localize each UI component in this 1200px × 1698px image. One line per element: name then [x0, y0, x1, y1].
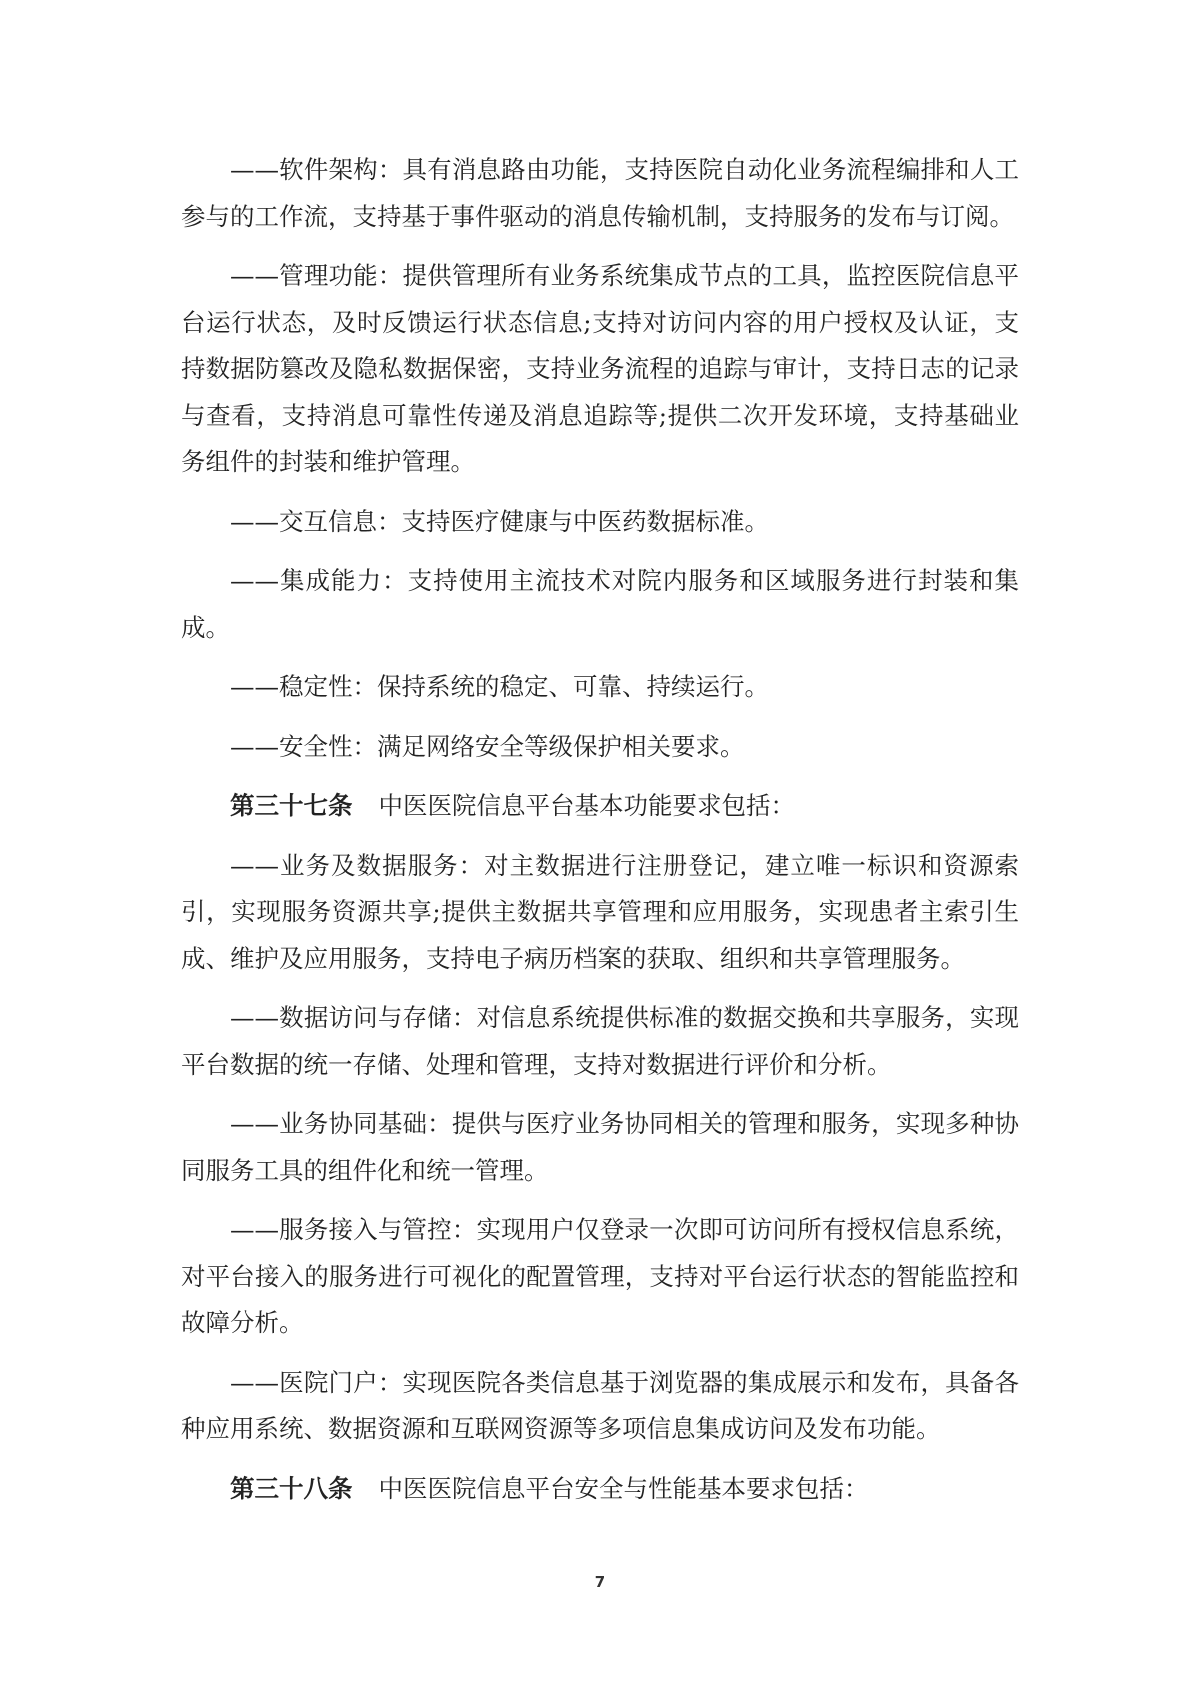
paragraph-interaction-info: ——交互信息：支持医疗健康与中医药数据标准。 [230, 506, 769, 536]
paragraph-integration-capability: ——集成能力：支持使用主流技术对院内服务和区域服务进行封装和集成。 [181, 566, 1019, 642]
paragraph-business-data-service: ——业务及数据服务：对主数据进行注册登记，建立唯一标识和资源索引，实现服务资源共享;提供主数据共享管理和应用服务，实现患者主索引生成、维护及应用服务，支持电子病历档案的获取、组织和共享管理服务。 [181, 850, 1019, 973]
page-number: 7 [594, 1573, 606, 1591]
paragraph-security: ——安全性：满足网络安全等级保护相关要求。 [230, 731, 745, 761]
document-body [181, 147, 1019, 1525]
paragraph-data-access-storage: ——数据访问与存储：对信息系统提供标准的数据交换和共享服务，实现平台数据的统一存储、处理和管理，支持对数据进行评价和分析。 [181, 1003, 1019, 1079]
article-38 [181, 1466, 1019, 1513]
paragraph-software-architecture: ——软件架构：具有消息路由功能，支持医院自动化业务流程编排和人工参与的工作流，支持基于事件驱动的消息传输机制，支持服务的发布与订阅。 [181, 155, 1019, 231]
article-number: 第三十七条 [230, 791, 353, 820]
paragraph-hospital-portal: ——医院门户：实现医院各类信息基于浏览器的集成展示和发布，具备各种应用系统、数据资源和互联网资源等多项信息集成访问及发布功能。 [181, 1367, 1019, 1443]
paragraph-business-collaboration: ——业务协同基础：提供与医疗业务协同相关的管理和服务，实现多种协同服务工具的组件化和统一管理。 [181, 1109, 1019, 1185]
paragraph-stability: ——稳定性：保持系统的稳定、可靠、持续运行。 [230, 672, 769, 701]
article-37 [181, 783, 1019, 830]
article-text: 中医医院信息平台基本功能要求包括： [378, 791, 795, 820]
article-text: 中医医院信息平台安全与性能基本要求包括： [378, 1473, 869, 1503]
paragraph-management-functions: ——管理功能：提供管理所有业务系统集成节点的工具，监控医院信息平台运行状态，及时反馈运行状态信息;支持对访问内容的用户授权及认证，支持数据防篡改及隐私数据保密，支持业务流程的追踪与审计，支持日志的记录与查看，支持消息可靠性传递及消息追踪等;提供二次开发环境，支持基础业务组件的封装和维护管理。 [181, 261, 1019, 476]
paragraph-service-access-control: ——服务接入与管控：实现用户仅登录一次即可访问所有授权信息系统，对平台接入的服务进行可视化的配置管理，支持对平台运行状态的智能监控和故障分析。 [181, 1215, 1019, 1337]
article-number: 第三十八条 [230, 1473, 353, 1503]
